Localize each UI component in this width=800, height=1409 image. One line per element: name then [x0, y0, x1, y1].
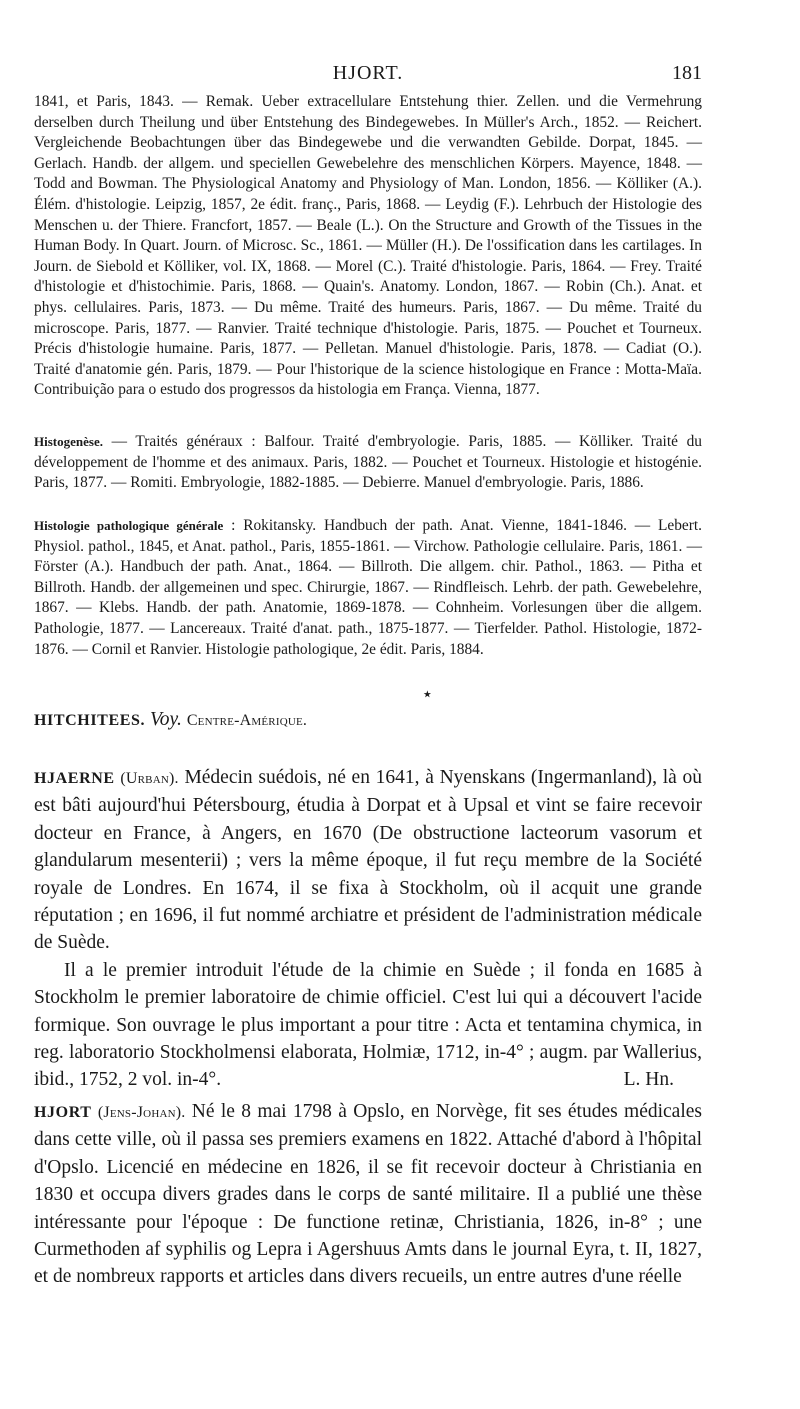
histogenesis-label: Histogenèse.	[34, 434, 103, 449]
given-name-hjort: (Jens-Johan).	[97, 1104, 186, 1121]
entry-hitchitees	[34, 706, 702, 734]
pathology-text: : Rokitansky. Handbuch der path. Anat. Vienne, 1841-1846. — Lebert. Physiol. pathol., 1845, et Anat. pathol., Paris, 1855-1861. — Virchow. Pathologie cellulaire. Paris, 1861. — Förster (A.). Handbuch der path. Anat., 1864. — Billroth. Die allgem. chir. Pathol., 1863. — Pitha et Billroth. Handb. der allgemeinen und spec. Chirurgie, 1867. — Rindfleisch. Lehrb. der path. Gewebelehre, 1867. — Klebs. Handb. der path. Anatomie, 1869-1878. — Cohnheim. Vorlesungen über die allgem. Pathologie, 1877. — Lancereaux. Traité d'anat. path., 1875-1877. — Tierfelder. Pathol. Histologie, 1872-1876. — Cornil et Ranvier. Histologie pathologique, 2e édit. Paris, 1884.	[34, 517, 702, 658]
hjaerne-paragraph-2: Il a le premier introduit l'étude de la chimie en Suède ; il fonda en 1685 à Stockholm le premier laboratoire de chimie officiel. C'est lui qui a découvert l'acide formique. Son ouvrage le plus important a pour titre : Acta et tentamina chymica, in reg. laboratorio Stockholmensi elaborata, Holmiæ, 1712, in-4° ; augm. par Wallerius, ibid., 1752, 2 vol. in-4°.	[34, 959, 702, 1091]
cross-reference: Centre-Amérique.	[186, 712, 308, 729]
bibliography-histology	[34, 92, 702, 401]
histogenesis-text: — Traités généraux : Balfour. Traité d'embryologie. Paris, 1885. — Kölliker. Traité du développement de l'homme et des animaux. Paris, 1882. — Pouchet et Tourneux. Histologie et histogénie. Paris, 1877. — Romiti. Embryologie, 1882-1885. — Debierre. Manuel d'embryologie. Paris, 1886.	[34, 433, 702, 492]
bibliography-pathology	[34, 516, 702, 660]
author-signature: L. Hn.	[623, 1069, 674, 1091]
page-number: 181	[672, 62, 702, 84]
stray-mark: ٭	[423, 686, 432, 703]
hjaerne-paragraph-1: Médecin suédois, né en 1641, à Nyenskans (Ingermanland), là où est bâti aujourd'hui Pétersbourg, étudia à Dorpat et à Upsal et vint se faire recevoir docteur en France, à Angers, en 1670 (De obstructione lacteorum vasorum et glandularum mesenterii) ; vers la même époque, il fut reçu membre de la Société royale de Londres. En 1674, il se fixa à Stockholm, où il acquit une grande réputation ; en 1696, il fut nommé archiatre et président de l'administration médicale de Suède.	[34, 767, 702, 954]
entry-head-hjaerne: HJAERNE	[34, 770, 115, 787]
pathology-entry	[34, 516, 702, 660]
hjort-paragraph-1: Né le 8 mai 1798 à Opslo, en Norvège, fit ses études médicales dans cette ville, où il passa ses premiers examens en 1822. Attaché d'abord à l'hôpital d'Opslo. Licencié en médecine en 1826, il se fit recevoir docteur à Christiania en 1830 et occupa divers grades dans le corps de santé militaire. Il a publié une thèse intéressante pour l'époque : De functione retinæ, Christiania, 1826, in-8° ; une Curmethoden af syphilis og Lepra i Agershuus Amts dans le journal Eyra, t. II, 1827, et de nombreux rapports et articles dans divers recueils, un entre autres d'une réelle	[34, 1101, 702, 1288]
entry-hjort	[34, 1098, 702, 1291]
given-name-hjaerne: (Urban).	[120, 770, 179, 787]
entry-head-hjort: HJORT	[34, 1104, 92, 1121]
entry-head-hitchitees: HITCHITEES.	[34, 712, 146, 729]
see-reference: Voy.	[149, 709, 182, 730]
histogenesis-entry	[34, 432, 702, 494]
entry-hjaerne	[34, 764, 702, 1094]
running-title: HJORT.	[332, 62, 404, 84]
pathology-label: Histologie pathologique générale	[34, 518, 224, 533]
bibliography-histogenesis	[34, 432, 702, 494]
running-head	[34, 62, 702, 88]
bibliography-text: 1841, et Paris, 1843. — Remak. Ueber extracellulare Entstehung thier. Zellen. und die Vermehrung derselben durch Theilung und über Entstehung des Bindegewebes. In Müller's Arch., 1852. — Reichert. Vergleichende Beobachtungen über das Bindegewebe und die verwandten Gebilde. Dorpat, 1845. — Gerlach. Handb. der allgem. und speciellen Gewebelehre des menschlichen Körpers. Mayence, 1848. — Todd and Bowman. The Physiological Anatomy and Physiology of Man. London, 1856. — Kölliker (A.). Élém. d'histologie. Leipzig, 1857, 2e édit. franç., Paris, 1868. — Leydig (F.). Lehrbuch der Histologie des Menschen u. der Thiere. Francfort, 1857. — Beale (L.). On the Structure and Growth of the Tissues in the Human Body. In Quart. Journ. of Microsc. Sc., 1861. — Müller (H.). De l'ossification dans les cartilages. In Journ. de Siebold et Kölliker, vol. IX, 1868. — Morel (C.). Traité d'histologie. Paris, 1864. — Frey. Traité d'histologie et d'histochimie. Paris, 1868. — Quain's. Anatomy. London, 1867. — Robin (Ch.). Anat. et phys. cellulaires. Paris, 1873. — Du même. Traité des humeurs. Paris, 1867. — Du même. Traité du microscope. Paris, 1877. — Ranvier. Traité technique d'histologie. Paris, 1875. — Pouchet et Tourneux. Précis d'histologie humaine. Paris, 1877. — Pelletan. Manuel d'histologie. Paris, 1878. — Cadiat (O.). Traité d'anatomie gén. Paris, 1879. — Pour l'historique de la science histologique en France : Motta-Maïa. Contribuição para o estudo dos progressos da histologia em França. Vienna, 1877.	[34, 93, 702, 399]
